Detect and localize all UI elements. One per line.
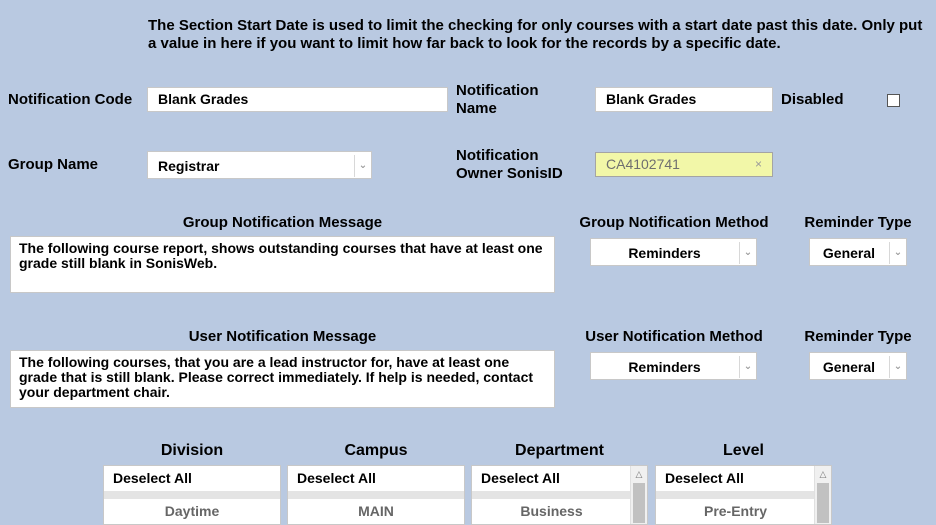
notification-code-input[interactable]: Blank Grades (147, 87, 448, 112)
campus-option[interactable]: MAIN (358, 503, 394, 519)
department-listbox[interactable] (471, 465, 648, 525)
scroll-thumb[interactable] (817, 483, 829, 523)
campus-title: Campus (344, 442, 408, 459)
group-name-label: Group Name (8, 156, 99, 173)
group-reminder-label: Reminder Type (804, 214, 912, 231)
campus-deselect-all[interactable]: Deselect All (297, 470, 376, 486)
level-option[interactable]: Pre-Entry (703, 503, 768, 519)
list-separator (288, 491, 464, 499)
list-separator (104, 491, 280, 499)
owner-sonisid-value: CA4102741 (606, 156, 680, 172)
level-deselect-all[interactable]: Deselect All (665, 470, 744, 486)
user-reminder-label: Reminder Type (804, 328, 912, 345)
division-listbox[interactable] (103, 465, 281, 525)
group-message-label: Group Notification Message (182, 214, 383, 231)
department-option[interactable]: Business (520, 503, 583, 519)
group-name-value: Registrar (158, 158, 220, 174)
group-method-value: Reminders (628, 245, 701, 261)
triangle-up-icon[interactable]: △ (635, 469, 643, 479)
chevron-down-icon[interactable]: ⌄ (739, 242, 756, 264)
user-reminder-select[interactable] (809, 352, 907, 380)
chevron-down-icon[interactable]: ⌄ (889, 356, 906, 378)
list-separator (472, 491, 631, 499)
group-method-select[interactable] (590, 238, 757, 266)
department-title: Department (515, 442, 604, 459)
disabled-label: Disabled (781, 91, 844, 108)
owner-sonisid-input[interactable] (595, 152, 773, 177)
notification-code-label: Notification Code (8, 91, 133, 108)
user-method-value: Reminders (628, 359, 701, 375)
user-method-select[interactable] (590, 352, 757, 380)
disabled-checkbox[interactable] (887, 94, 900, 107)
notification-name-label: Notification Name (456, 82, 539, 117)
notification-name-input[interactable]: Blank Grades (595, 87, 773, 112)
chevron-down-icon[interactable]: ⌄ (889, 242, 906, 264)
level-listbox[interactable] (655, 465, 832, 525)
info-text: The Section Start Date is used to limit the checking for only courses with a start date past this date. Only put a value in here if you want to limit how far back to look for the records by a specific date. (148, 17, 923, 52)
user-reminder-value: General (822, 359, 876, 375)
campus-listbox[interactable] (287, 465, 465, 525)
chevron-down-icon[interactable]: ⌄ (354, 155, 371, 177)
list-separator (656, 491, 815, 499)
group-name-select[interactable] (147, 151, 372, 179)
user-method-label: User Notification Method (585, 328, 763, 345)
department-scrollbar[interactable] (630, 466, 647, 524)
division-option[interactable]: Daytime (164, 503, 220, 519)
division-title: Division (160, 442, 224, 459)
owner-label: Notification Owner SonisID (456, 147, 563, 182)
scroll-thumb[interactable] (633, 483, 645, 523)
group-message-textarea[interactable]: The following course report, shows outstanding courses that have at least one grade still blank in SonisWeb. (10, 236, 555, 293)
group-reminder-value: General (822, 245, 876, 261)
group-method-label: Group Notification Method (579, 214, 769, 231)
group-reminder-select[interactable] (809, 238, 907, 266)
level-scrollbar[interactable] (814, 466, 831, 524)
triangle-up-icon[interactable]: △ (819, 469, 827, 479)
close-icon[interactable]: × (754, 157, 762, 171)
department-deselect-all[interactable]: Deselect All (481, 470, 560, 486)
user-message-textarea[interactable]: The following courses, that you are a lead instructor for, have at least one grade that is still blank. Please correct immediately. If help is needed, contact your department chair. (10, 350, 555, 408)
level-title: Level (723, 442, 764, 459)
user-message-label: User Notification Message (188, 328, 377, 345)
division-deselect-all[interactable]: Deselect All (113, 470, 192, 486)
chevron-down-icon[interactable]: ⌄ (739, 356, 756, 378)
